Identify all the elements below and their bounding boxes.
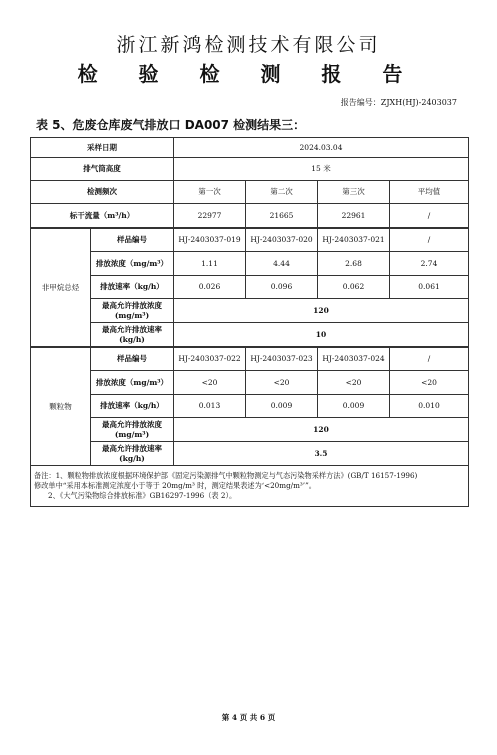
table-title: 表 5、危废仓库废气排放口 DA007 检测结果三： xyxy=(36,118,306,132)
pm-max-rate-label-line1: 最高允许排放速率 xyxy=(102,444,162,454)
pm-conc-label: 排放浓度（mg/m³） xyxy=(91,371,174,395)
pm-rate-2: 0.009 xyxy=(246,395,318,418)
pm-max-conc-label-line1: 最高允许排放浓度 xyxy=(102,420,162,430)
sampling-date-value: 2024.03.04 xyxy=(174,138,469,158)
pm-conc-2: <20 xyxy=(246,371,318,395)
nmhc-conc-3: 2.68 xyxy=(318,252,390,276)
flow-value-3: 22961 xyxy=(318,204,390,229)
report-number: 报告编号：ZJXH(HJ)-2403037 xyxy=(340,98,457,107)
pm-group-label: 颗粒物 xyxy=(31,347,91,466)
nmhc-conc-row xyxy=(31,252,469,276)
stack-height-value: 15 米 xyxy=(174,158,469,181)
page-number: 第 4 页 共 6 页 xyxy=(221,713,276,722)
pm-conc-3: <20 xyxy=(318,371,390,395)
sampling-date-row xyxy=(31,138,469,158)
nmhc-sample-label: 样品编号 xyxy=(91,228,174,252)
company-name: 浙江新鸿检测技术有限公司 xyxy=(116,34,381,56)
stack-height-label: 排气筒高度 xyxy=(31,158,174,181)
pm-conc-row xyxy=(31,371,469,395)
pm-sample-id-3: HJ-2403037-024 xyxy=(318,347,390,371)
pm-rate-1: 0.013 xyxy=(174,395,246,418)
pm-sample-label: 样品编号 xyxy=(91,347,174,371)
nmhc-max-rate-value: 10 xyxy=(174,323,469,348)
pm-sample-row xyxy=(31,347,469,371)
pm-rate-label: 排放速率（kg/h） xyxy=(91,395,174,418)
notes-cell xyxy=(31,466,469,507)
note-line-2: 修改单中“采用本标准测定浓度小于等于 20mg/m³ 时，测定结果表述为‘<20mg/m³’”。 xyxy=(34,481,316,491)
nmhc-rate-3: 0.062 xyxy=(318,276,390,299)
flow-value-1: 22977 xyxy=(174,204,246,229)
nmhc-sample-id-avg: / xyxy=(390,228,469,252)
pm-rate-3: 0.009 xyxy=(318,395,390,418)
flow-row xyxy=(31,204,469,229)
nmhc-max-conc-label-line2: (mg/m³) xyxy=(114,310,150,320)
nmhc-rate-avg: 0.061 xyxy=(390,276,469,299)
nmhc-sample-id-3: HJ-2403037-021 xyxy=(318,228,390,252)
nmhc-group-label: 非甲烷总烃 xyxy=(31,228,91,347)
nmhc-conc-1: 1.11 xyxy=(174,252,246,276)
col-header-3: 第三次 xyxy=(318,181,390,204)
pm-rate-row xyxy=(31,395,469,418)
pm-sample-id-1: HJ-2403037-022 xyxy=(174,347,246,371)
nmhc-max-conc-label xyxy=(91,299,174,323)
nmhc-max-conc-label-line1: 最高允许排放浓度 xyxy=(102,301,162,311)
sampling-date-label: 采样日期 xyxy=(31,138,174,158)
nmhc-sample-id-1: HJ-2403037-019 xyxy=(174,228,246,252)
nmhc-rate-2: 0.096 xyxy=(246,276,318,299)
pm-max-rate-row xyxy=(31,442,469,466)
col-header-2: 第二次 xyxy=(246,181,318,204)
nmhc-conc-label: 排放浓度（mg/m³） xyxy=(91,252,174,276)
nmhc-rate-row xyxy=(31,276,469,299)
flow-label: 标干流量（m³/h） xyxy=(31,204,174,229)
stack-height-row xyxy=(31,158,469,181)
flow-value-avg: / xyxy=(390,204,469,229)
pm-max-conc-label xyxy=(91,418,174,442)
nmhc-max-conc-row xyxy=(31,299,469,323)
nmhc-max-conc-value: 120 xyxy=(174,299,469,323)
flow-value-2: 21665 xyxy=(246,204,318,229)
results-table xyxy=(30,137,469,507)
note-line-1: 备注：1、颗粒物排放浓度根据环境保护部《固定污染源排气中颗粒物测定与气态污染物采样方法》(GB/T 16157-1996) xyxy=(34,471,418,481)
pm-max-rate-value: 3.5 xyxy=(174,442,469,466)
pm-max-rate-label xyxy=(91,442,174,466)
notes-row xyxy=(31,466,469,507)
pm-sample-id-avg: / xyxy=(390,347,469,371)
col-header-1: 第一次 xyxy=(174,181,246,204)
pm-max-conc-row xyxy=(31,418,469,442)
pm-max-rate-label-line2: (kg/h) xyxy=(119,453,145,463)
pm-max-conc-value: 120 xyxy=(174,418,469,442)
pm-rate-avg: 0.010 xyxy=(390,395,469,418)
nmhc-max-rate-label xyxy=(91,323,174,348)
pm-max-conc-label-line2: (mg/m³) xyxy=(114,429,150,439)
nmhc-sample-id-2: HJ-2403037-020 xyxy=(246,228,318,252)
pm-sample-id-2: HJ-2403037-023 xyxy=(246,347,318,371)
nmhc-conc-2: 4.44 xyxy=(246,252,318,276)
pm-conc-1: <20 xyxy=(174,371,246,395)
note-line-3: 2、《大气污染物综合排放标准》GB16297-1996（表 2）。 xyxy=(48,490,237,500)
nmhc-max-rate-label-line1: 最高允许排放速率 xyxy=(102,325,162,335)
nmhc-rate-1: 0.026 xyxy=(174,276,246,299)
pm-conc-avg: <20 xyxy=(390,371,469,395)
nmhc-sample-row xyxy=(31,228,469,252)
nmhc-rate-label: 排放速率（kg/h） xyxy=(91,276,174,299)
frequency-row xyxy=(31,181,469,204)
nmhc-max-rate-label-line2: (kg/h) xyxy=(119,334,145,344)
nmhc-conc-avg: 2.74 xyxy=(390,252,469,276)
frequency-label: 检测频次 xyxy=(31,181,174,204)
col-header-avg: 平均值 xyxy=(390,181,469,204)
report-title: 检 验 检 测 报 告 xyxy=(77,62,420,86)
nmhc-max-rate-row xyxy=(31,323,469,348)
